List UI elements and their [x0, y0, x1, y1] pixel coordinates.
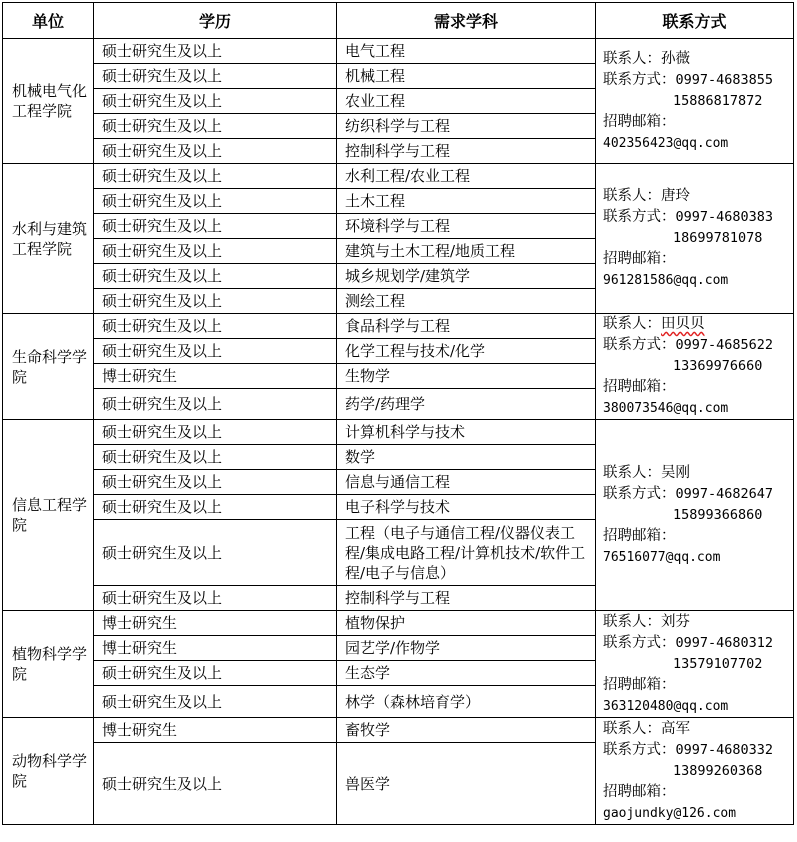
contact-email-label: 招聘邮箱： — [603, 676, 676, 693]
education-cell: 博士研究生 — [94, 636, 337, 661]
subject-cell: 电子科学与技术 — [337, 495, 596, 520]
contact-mobile: 15886817872 — [673, 92, 763, 109]
contact-person-label: 联系人： — [603, 316, 661, 332]
subject-cell: 药学/药理学 — [337, 389, 596, 420]
education-cell: 硕士研究生及以上 — [94, 743, 337, 825]
education-cell: 硕士研究生及以上 — [94, 445, 337, 470]
subject-cell: 控制科学与工程 — [337, 586, 596, 611]
header-subject: 需求学科 — [337, 3, 596, 39]
contact-cell — [596, 611, 794, 718]
table-row — [3, 718, 794, 743]
contact-email[interactable]: 961281586@qq.com — [603, 273, 729, 288]
contact-email-label: 招聘邮箱： — [603, 527, 676, 544]
header-education: 学历 — [94, 3, 337, 39]
education-cell: 硕士研究生及以上 — [94, 189, 337, 214]
contact-person: 唐玲 — [661, 188, 690, 204]
education-cell: 硕士研究生及以上 — [94, 64, 337, 89]
contact-person-label: 联系人： — [603, 613, 661, 630]
recruitment-table — [2, 2, 794, 825]
subject-cell: 控制科学与工程 — [337, 139, 596, 164]
contact-mobile: 13369976660 — [673, 358, 763, 374]
table-row — [3, 611, 794, 636]
contact-person-label: 联系人： — [603, 720, 661, 737]
contact-phone: 0997-4680383 — [675, 209, 774, 225]
education-cell: 硕士研究生及以上 — [94, 495, 337, 520]
contact-person: 高军 — [661, 720, 690, 737]
education-cell: 硕士研究生及以上 — [94, 661, 337, 686]
contact-phone-label: 联系方式： — [603, 634, 676, 651]
contact-mobile: 15899366860 — [673, 506, 763, 523]
subject-cell: 数学 — [337, 445, 596, 470]
contact-person: 吴刚 — [661, 464, 690, 481]
contact-cell — [596, 164, 794, 314]
contact-person: 刘芬 — [661, 613, 690, 630]
subject-cell: 测绘工程 — [337, 289, 596, 314]
contact-email[interactable]: 402356423@qq.com — [603, 135, 729, 151]
contact-phone: 0997-4683855 — [675, 71, 774, 88]
subject-cell: 食品科学与工程 — [337, 314, 596, 339]
subject-cell: 信息与通信工程 — [337, 470, 596, 495]
subject-cell: 兽医学 — [337, 743, 596, 825]
contact-person-label: 联系人： — [603, 50, 661, 67]
contact-phone: 0997-4685622 — [675, 337, 774, 353]
education-cell: 硕士研究生及以上 — [94, 339, 337, 364]
contact-email-label: 招聘邮箱： — [603, 379, 676, 395]
contact-mobile: 13899260368 — [673, 762, 763, 779]
education-cell: 硕士研究生及以上 — [94, 164, 337, 189]
subject-cell: 环境科学与工程 — [337, 214, 596, 239]
unit-cell: 动物科学学院 — [3, 718, 94, 825]
education-cell: 硕士研究生及以上 — [94, 214, 337, 239]
unit-cell: 信息工程学院 — [3, 420, 94, 611]
education-cell: 博士研究生 — [94, 611, 337, 636]
table-row — [3, 420, 794, 445]
education-cell: 硕士研究生及以上 — [94, 470, 337, 495]
subject-cell: 化学工程与技术/化学 — [337, 339, 596, 364]
education-cell: 硕士研究生及以上 — [94, 39, 337, 64]
subject-cell: 电气工程 — [337, 39, 596, 64]
contact-email-label: 招聘邮箱： — [603, 113, 676, 130]
contact-email[interactable]: 380073546@qq.com — [603, 401, 729, 416]
contact-person: 田贝贝 — [661, 316, 705, 332]
subject-cell: 植物保护 — [337, 611, 596, 636]
subject-cell: 机械工程 — [337, 64, 596, 89]
contact-person: 孙薇 — [661, 50, 690, 67]
contact-phone: 0997-4680312 — [675, 634, 774, 651]
contact-cell — [596, 718, 794, 825]
contact-phone-label: 联系方式： — [603, 485, 676, 502]
contact-cell — [596, 314, 794, 420]
education-cell: 硕士研究生及以上 — [94, 314, 337, 339]
contact-person-label: 联系人： — [603, 464, 661, 481]
education-cell: 硕士研究生及以上 — [94, 389, 337, 420]
subject-cell: 城乡规划学/建筑学 — [337, 264, 596, 289]
contact-phone: 0997-4682647 — [675, 485, 774, 502]
education-cell: 硕士研究生及以上 — [94, 89, 337, 114]
education-cell: 硕士研究生及以上 — [94, 420, 337, 445]
contact-phone-label: 联系方式： — [603, 741, 676, 758]
contact-phone-label: 联系方式： — [603, 71, 676, 88]
subject-cell: 生物学 — [337, 364, 596, 389]
contact-email[interactable]: 76516077@qq.com — [603, 549, 721, 565]
subject-cell: 生态学 — [337, 661, 596, 686]
contact-phone: 0997-4680332 — [675, 741, 774, 758]
education-cell: 硕士研究生及以上 — [94, 239, 337, 264]
education-cell: 硕士研究生及以上 — [94, 139, 337, 164]
education-cell: 硕士研究生及以上 — [94, 289, 337, 314]
subject-cell: 纺织科学与工程 — [337, 114, 596, 139]
header-contact: 联系方式 — [596, 3, 794, 39]
subject-cell: 工程（电子与通信工程/仪器仪表工程/集成电路工程/计算机技术/软件工程/电子与信息） — [337, 520, 596, 586]
header-unit: 单位 — [3, 3, 94, 39]
contact-mobile: 18699781078 — [673, 230, 763, 246]
contact-cell — [596, 39, 794, 164]
contact-email[interactable]: 363120480@qq.com — [603, 698, 729, 714]
subject-cell: 林学（森林培育学） — [337, 686, 596, 718]
education-cell: 硕士研究生及以上 — [94, 586, 337, 611]
unit-cell: 机械电气化工程学院 — [3, 39, 94, 164]
education-cell: 硕士研究生及以上 — [94, 264, 337, 289]
education-cell: 博士研究生 — [94, 718, 337, 743]
education-cell: 博士研究生 — [94, 364, 337, 389]
contact-mobile: 13579107702 — [673, 655, 763, 672]
unit-cell: 植物科学学院 — [3, 611, 94, 718]
education-cell: 硕士研究生及以上 — [94, 686, 337, 718]
table-row — [3, 39, 794, 64]
subject-cell: 土木工程 — [337, 189, 596, 214]
unit-cell: 水利与建筑工程学院 — [3, 164, 94, 314]
subject-cell: 畜牧学 — [337, 718, 596, 743]
table-row — [3, 314, 794, 339]
contact-phone-label: 联系方式： — [603, 209, 676, 225]
contact-email-label: 招聘邮箱： — [603, 783, 676, 800]
subject-cell: 园艺学/作物学 — [337, 636, 596, 661]
contact-phone-label: 联系方式： — [603, 337, 676, 353]
subject-cell: 水利工程/农业工程 — [337, 164, 596, 189]
subject-cell: 计算机科学与技术 — [337, 420, 596, 445]
subject-cell: 农业工程 — [337, 89, 596, 114]
contact-email[interactable]: gaojundky@126.com — [603, 805, 737, 821]
education-cell: 硕士研究生及以上 — [94, 520, 337, 586]
table-row — [3, 164, 794, 189]
unit-cell: 生命科学学院 — [3, 314, 94, 420]
education-cell: 硕士研究生及以上 — [94, 114, 337, 139]
contact-person-label: 联系人： — [603, 188, 661, 204]
header-row — [3, 3, 794, 39]
subject-cell: 建筑与土木工程/地质工程 — [337, 239, 596, 264]
contact-cell — [596, 420, 794, 611]
contact-email-label: 招聘邮箱： — [603, 251, 676, 267]
